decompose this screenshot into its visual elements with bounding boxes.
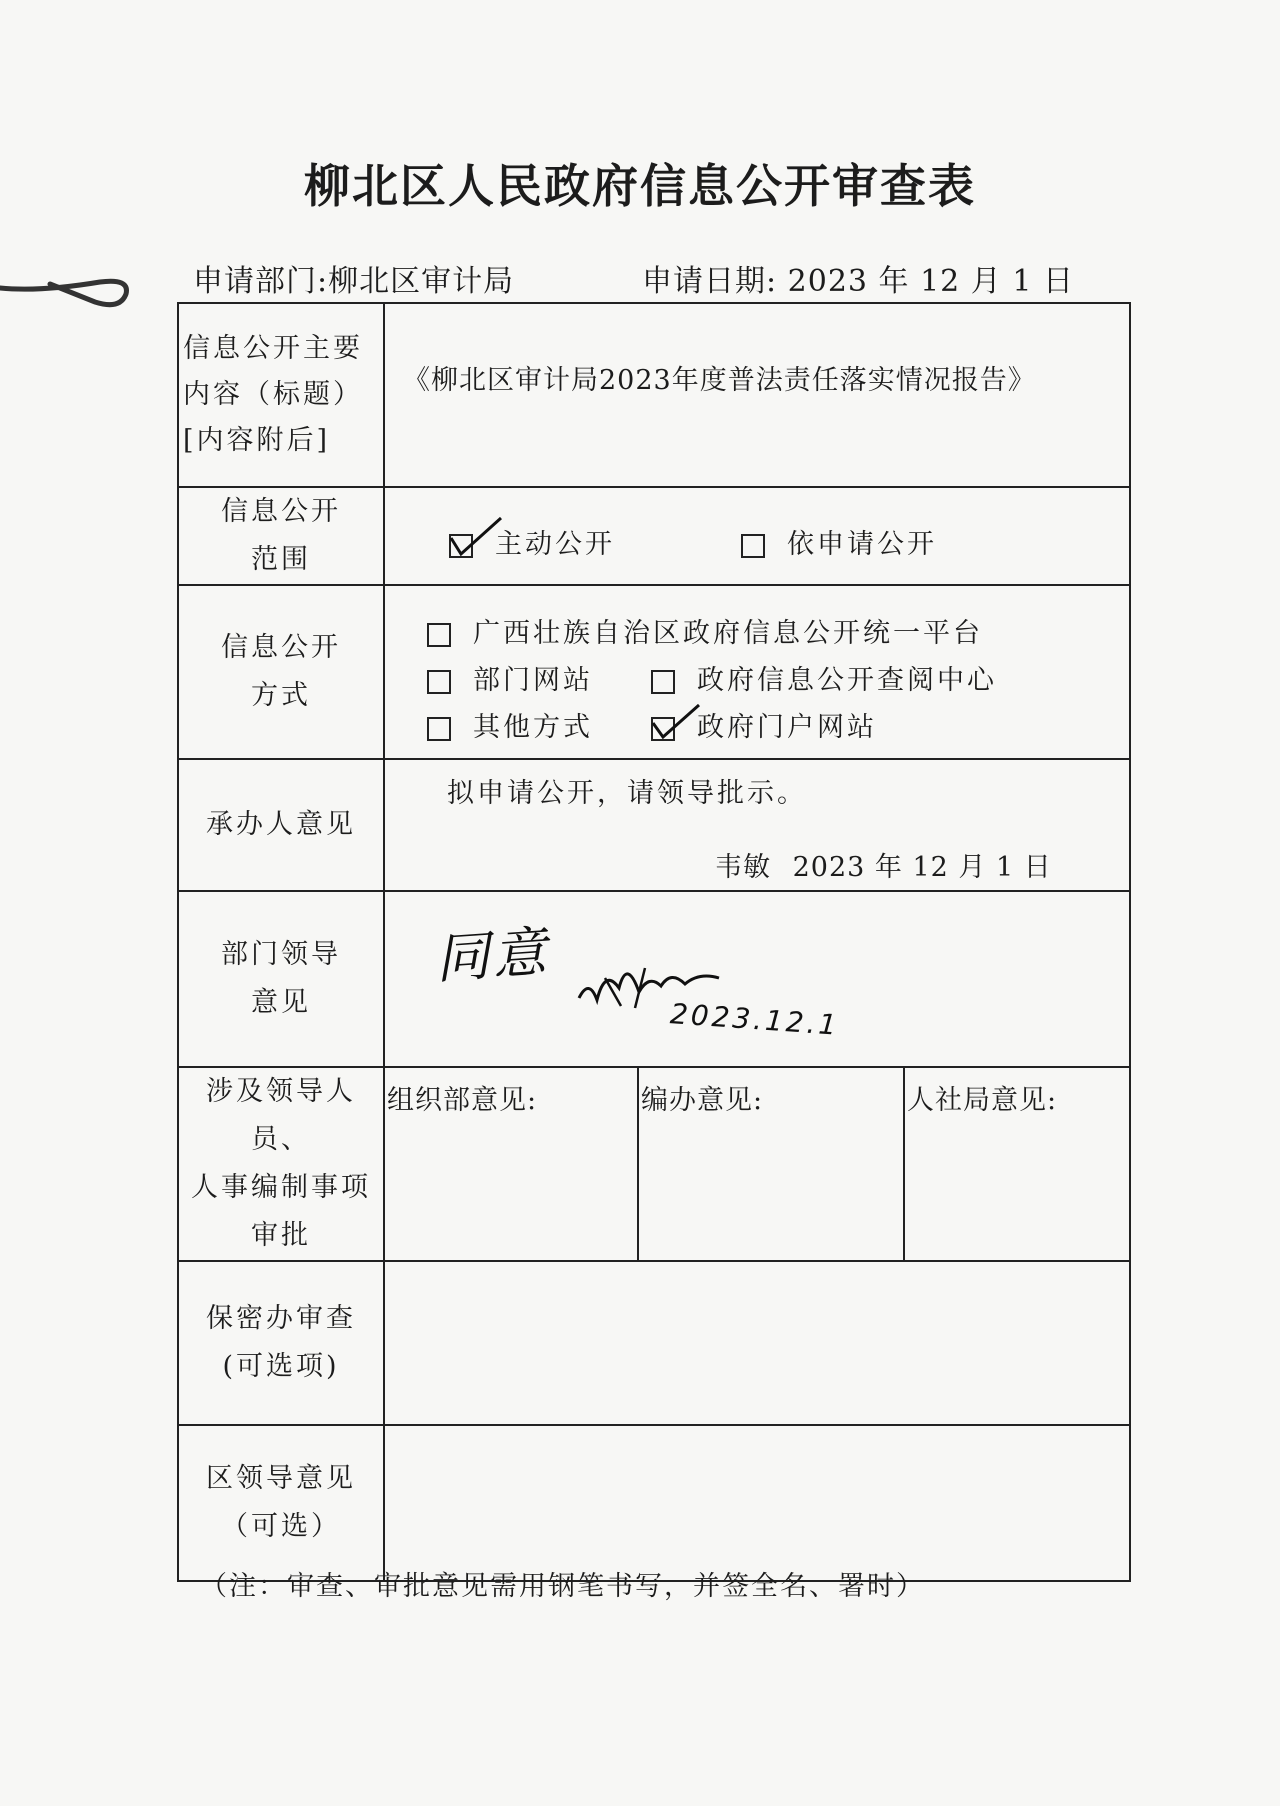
row-dept-leader (178, 891, 1130, 1067)
label-scope: 信息公开 范围 (178, 487, 384, 585)
method-option-reading-center[interactable]: 政府信息公开查阅中心 (651, 658, 997, 697)
applicant-department: 申请部门:柳北区审计局 (193, 264, 515, 299)
scope-option-on-request[interactable]: 依申请公开 (741, 522, 937, 561)
checkbox-other[interactable] (427, 717, 451, 741)
handwritten-approval: 同意 (433, 920, 552, 991)
method-option-dept-site[interactable]: 部门网站 (427, 658, 593, 697)
label-personnel: 涉及领导人员、 人事编制事项 审批 (178, 1067, 384, 1261)
handler-opinion: 拟申请公开，请领导批示。 (447, 778, 807, 809)
row-scope (178, 487, 1130, 585)
label-content: 信息公开主要 内容（标题） [内容附后] (178, 303, 384, 487)
label-method: 信息公开 方式 (178, 585, 384, 759)
checkbox-on-request[interactable] (741, 534, 765, 558)
review-form-table (177, 302, 1131, 1582)
dept-leader-opinion-cell (384, 891, 1130, 1067)
method-option-portal[interactable]: 政府门户网站 (651, 705, 877, 744)
secrecy-opinion-cell (384, 1261, 1130, 1425)
label-handler: 承办人意见 (178, 759, 384, 891)
method-option-other[interactable]: 其他方式 (427, 705, 593, 744)
content-title: 《柳北区审计局2023年度普法责任落实情况报告》 (403, 365, 1036, 396)
label-district-leader: 区领导意见 （可选） (178, 1425, 384, 1581)
handler-signature: 韦敏 (715, 852, 771, 883)
staffing-opinion-cell (638, 1067, 904, 1261)
row-handler (178, 759, 1130, 891)
staffing-label: 编办意见: (641, 1085, 764, 1116)
content-title-cell (384, 303, 1130, 487)
checkbox-active-disclosure[interactable] (449, 534, 473, 558)
handwritten-date: 2023.12.1 (669, 997, 841, 1042)
org-dept-opinion-cell (384, 1067, 638, 1261)
handler-signature-line (715, 845, 1052, 884)
handler-date: 2023 年 12 月 1 日 (792, 852, 1052, 883)
handler-opinion-cell (384, 759, 1130, 891)
method-options-cell (384, 585, 1130, 759)
checkbox-dept-site[interactable] (427, 670, 451, 694)
row-method (178, 585, 1130, 759)
paper-clip-icon (0, 258, 135, 308)
label-dept-leader: 部门领导 意见 (178, 891, 384, 1067)
org-dept-label: 组织部意见: (387, 1085, 538, 1116)
row-district-leader (178, 1425, 1130, 1581)
hr-opinion-cell (904, 1067, 1130, 1261)
checkbox-reading-center[interactable] (651, 670, 675, 694)
scope-options-cell (384, 487, 1130, 585)
hr-label: 人社局意见: (907, 1085, 1058, 1116)
row-personnel (178, 1067, 1130, 1261)
label-secrecy: 保密办审查 (可选项) (178, 1261, 384, 1425)
row-secrecy (178, 1261, 1130, 1425)
application-date: 申请日期: 2023 年 12 月 1 日 (642, 264, 1074, 299)
page-title: 柳北区人民政府信息公开审查表 (304, 159, 976, 213)
checkbox-platform[interactable] (427, 623, 451, 647)
scope-option-active[interactable]: 主动公开 (449, 522, 615, 561)
district-leader-opinion-cell (384, 1425, 1130, 1581)
method-option-platform[interactable]: 广西壮族自治区政府信息公开统一平台 (427, 611, 983, 650)
row-content (178, 303, 1130, 487)
checkbox-portal[interactable] (651, 717, 675, 741)
footnote: （注：审查、审批意见需用钢笔书写，并签全名、署时） (200, 1571, 925, 1602)
